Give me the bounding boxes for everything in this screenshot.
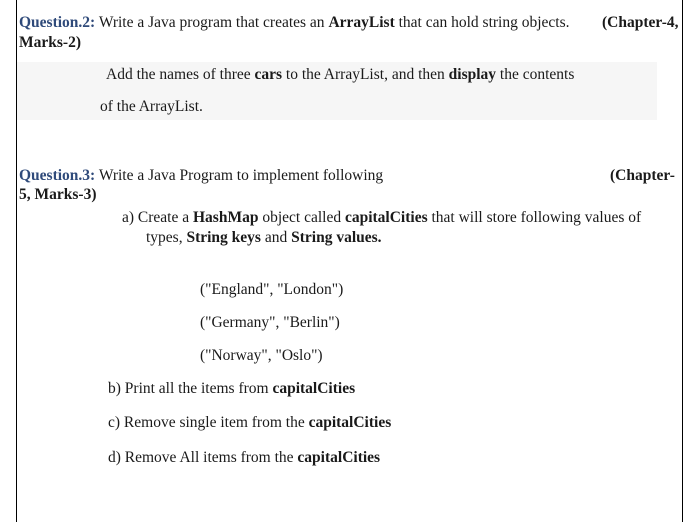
- q2-marks-2: Marks-2): [19, 34, 81, 51]
- pair-germany: ("Germany", "Berlin"): [200, 314, 340, 331]
- q3-item-d: d) Remove All items from the capitalCities: [108, 449, 381, 466]
- q3-item-b: b) Print all the items from capitalCities: [108, 380, 356, 397]
- q2-label: Question.2:: [19, 14, 96, 31]
- q3-item-a-line2: types, String keys and String values.: [146, 229, 382, 246]
- q3-item-a: a) Create a HashMap object called capitalCities that will store following values of: [122, 209, 642, 226]
- q3-item-c: c) Remove single item from the capitalCities: [108, 414, 392, 431]
- pair-england: ("England", "London"): [200, 281, 344, 298]
- q3-marks-2: 5, Marks-3): [19, 186, 97, 203]
- right-border: [682, 0, 683, 522]
- q2-instruction-1: Add the names of three cars to the ArrayList, and then display the contents: [106, 66, 575, 83]
- pair-norway: ("Norway", "Oslo"): [200, 347, 323, 364]
- q3-line-1: Question.3: Write a Java Program to implement following: [19, 167, 384, 184]
- q2-instruction-2: of the ArrayList.: [100, 98, 203, 115]
- q2-line-1: Question.2: Write a Java program that creates an ArrayList that can hold string objects.: [19, 14, 570, 31]
- q2-marks-1: (Chapter-4,: [602, 14, 679, 31]
- q3-label: Question.3:: [19, 167, 96, 184]
- q3-marks-1: (Chapter-: [610, 167, 675, 184]
